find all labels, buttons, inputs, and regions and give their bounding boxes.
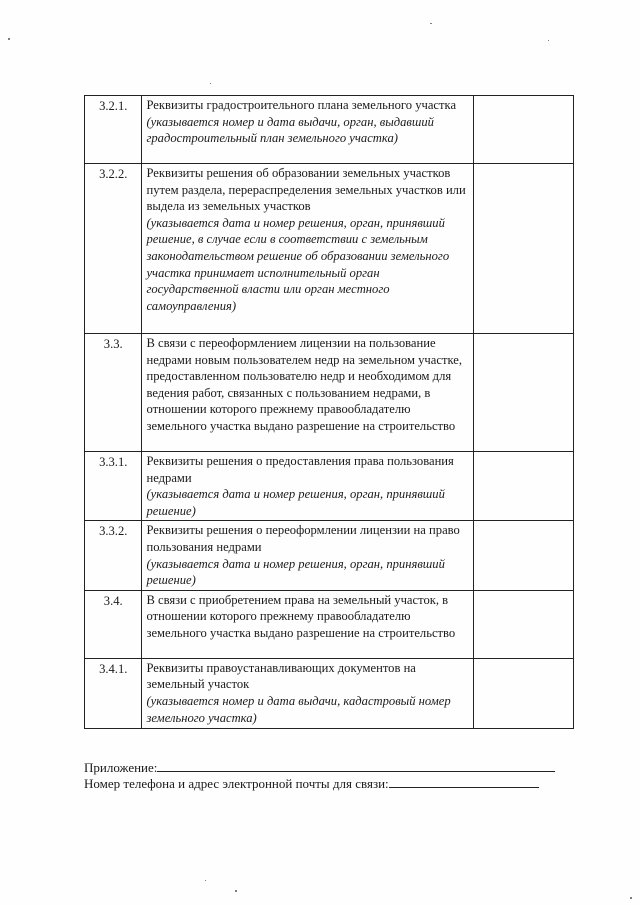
row-number: 3.4.1. [85,658,142,728]
scan-speck [8,38,10,40]
application-form-table [84,95,574,729]
row-number: 3.2.2. [85,164,142,334]
row-number: 3.4. [85,590,142,658]
table-row [85,164,574,334]
row-main-text: Реквизиты правоустанавливающих документов на земельный участок [146,660,416,692]
row-description [142,452,474,521]
table-row [85,452,574,521]
row-main-text: В связи с приобретением права на земельный участок, в отношении которого прежнему правообладателю земельного участка выдано разрешение на строительство [146,592,456,640]
row-description [142,96,474,164]
contact-line [84,775,539,792]
row-number: 3.3.1. [85,452,142,521]
row-note-text: (указывается дата и номер решения, орган, принявший решение, в случае если в соответствии с земельным законодательством решение об образовании земельного участка принимает исполнительный орган государственной власти или орган местного самоуправления) [146,215,450,313]
attachment-input-line[interactable] [157,759,555,772]
row-note-text: (указывается дата и номер решения, орган, принявший решение) [146,556,445,588]
table-row [85,658,574,728]
scan-speck [630,897,632,899]
scan-speck [548,40,549,41]
scan-speck [235,890,237,892]
row-main-text: Реквизиты решения о переоформлении лицензии на право пользования недрами [146,523,460,554]
contact-input-line[interactable] [389,775,539,788]
row-number: 3.3.2. [85,521,142,590]
row-main-text: В связи с переоформлением лицензии на пользование недрами новым пользователем недр на земельном участке, предоставленном пользователю недр и необходимом для ведения работ, связанных с пользованием недрами, в отношении которого прежнему правообладателю земельного участка выдано разрешение на строительство [146,336,462,433]
scan-speck [210,83,211,84]
row-main-text: Реквизиты решения об образовании земельных участков путем раздела, перераспределения земельных участков или выдела из земельных участков [146,166,466,214]
row-description [142,590,474,658]
table-row [85,590,574,658]
row-description [142,334,474,452]
row-number: 3.3. [85,334,142,452]
table-row [85,96,574,164]
row-value-field[interactable] [474,164,574,334]
attachment-label: Приложение: [84,760,158,775]
row-note-text: (указывается номер и дата выдачи, орган, выдавший градостроительный план земельного участка) [146,114,434,146]
row-note-text: (указывается дата и номер решения, орган, принявший решение) [146,487,445,518]
scan-speck [205,880,206,881]
row-value-field[interactable] [474,334,574,452]
row-value-field[interactable] [474,452,574,521]
row-value-field[interactable] [474,590,574,658]
row-main-text: Реквизиты решения о предоставления права пользования недрами [146,454,454,485]
row-number: 3.2.1. [85,96,142,164]
row-description [142,658,474,728]
attachment-line [84,759,555,776]
row-value-field[interactable] [474,521,574,590]
table-row [85,334,574,452]
row-note-text: (указывается номер и дата выдачи, кадастровый номер земельного участка) [146,693,451,725]
row-value-field[interactable] [474,96,574,164]
row-description [142,164,474,334]
scan-speck [430,23,432,24]
row-description [142,521,474,590]
table-row [85,521,574,590]
row-value-field[interactable] [474,658,574,728]
row-main-text: Реквизиты градостроительного плана земельного участка [146,98,457,112]
contact-label: Номер телефона и адрес электронной почты для связи: [84,776,389,791]
